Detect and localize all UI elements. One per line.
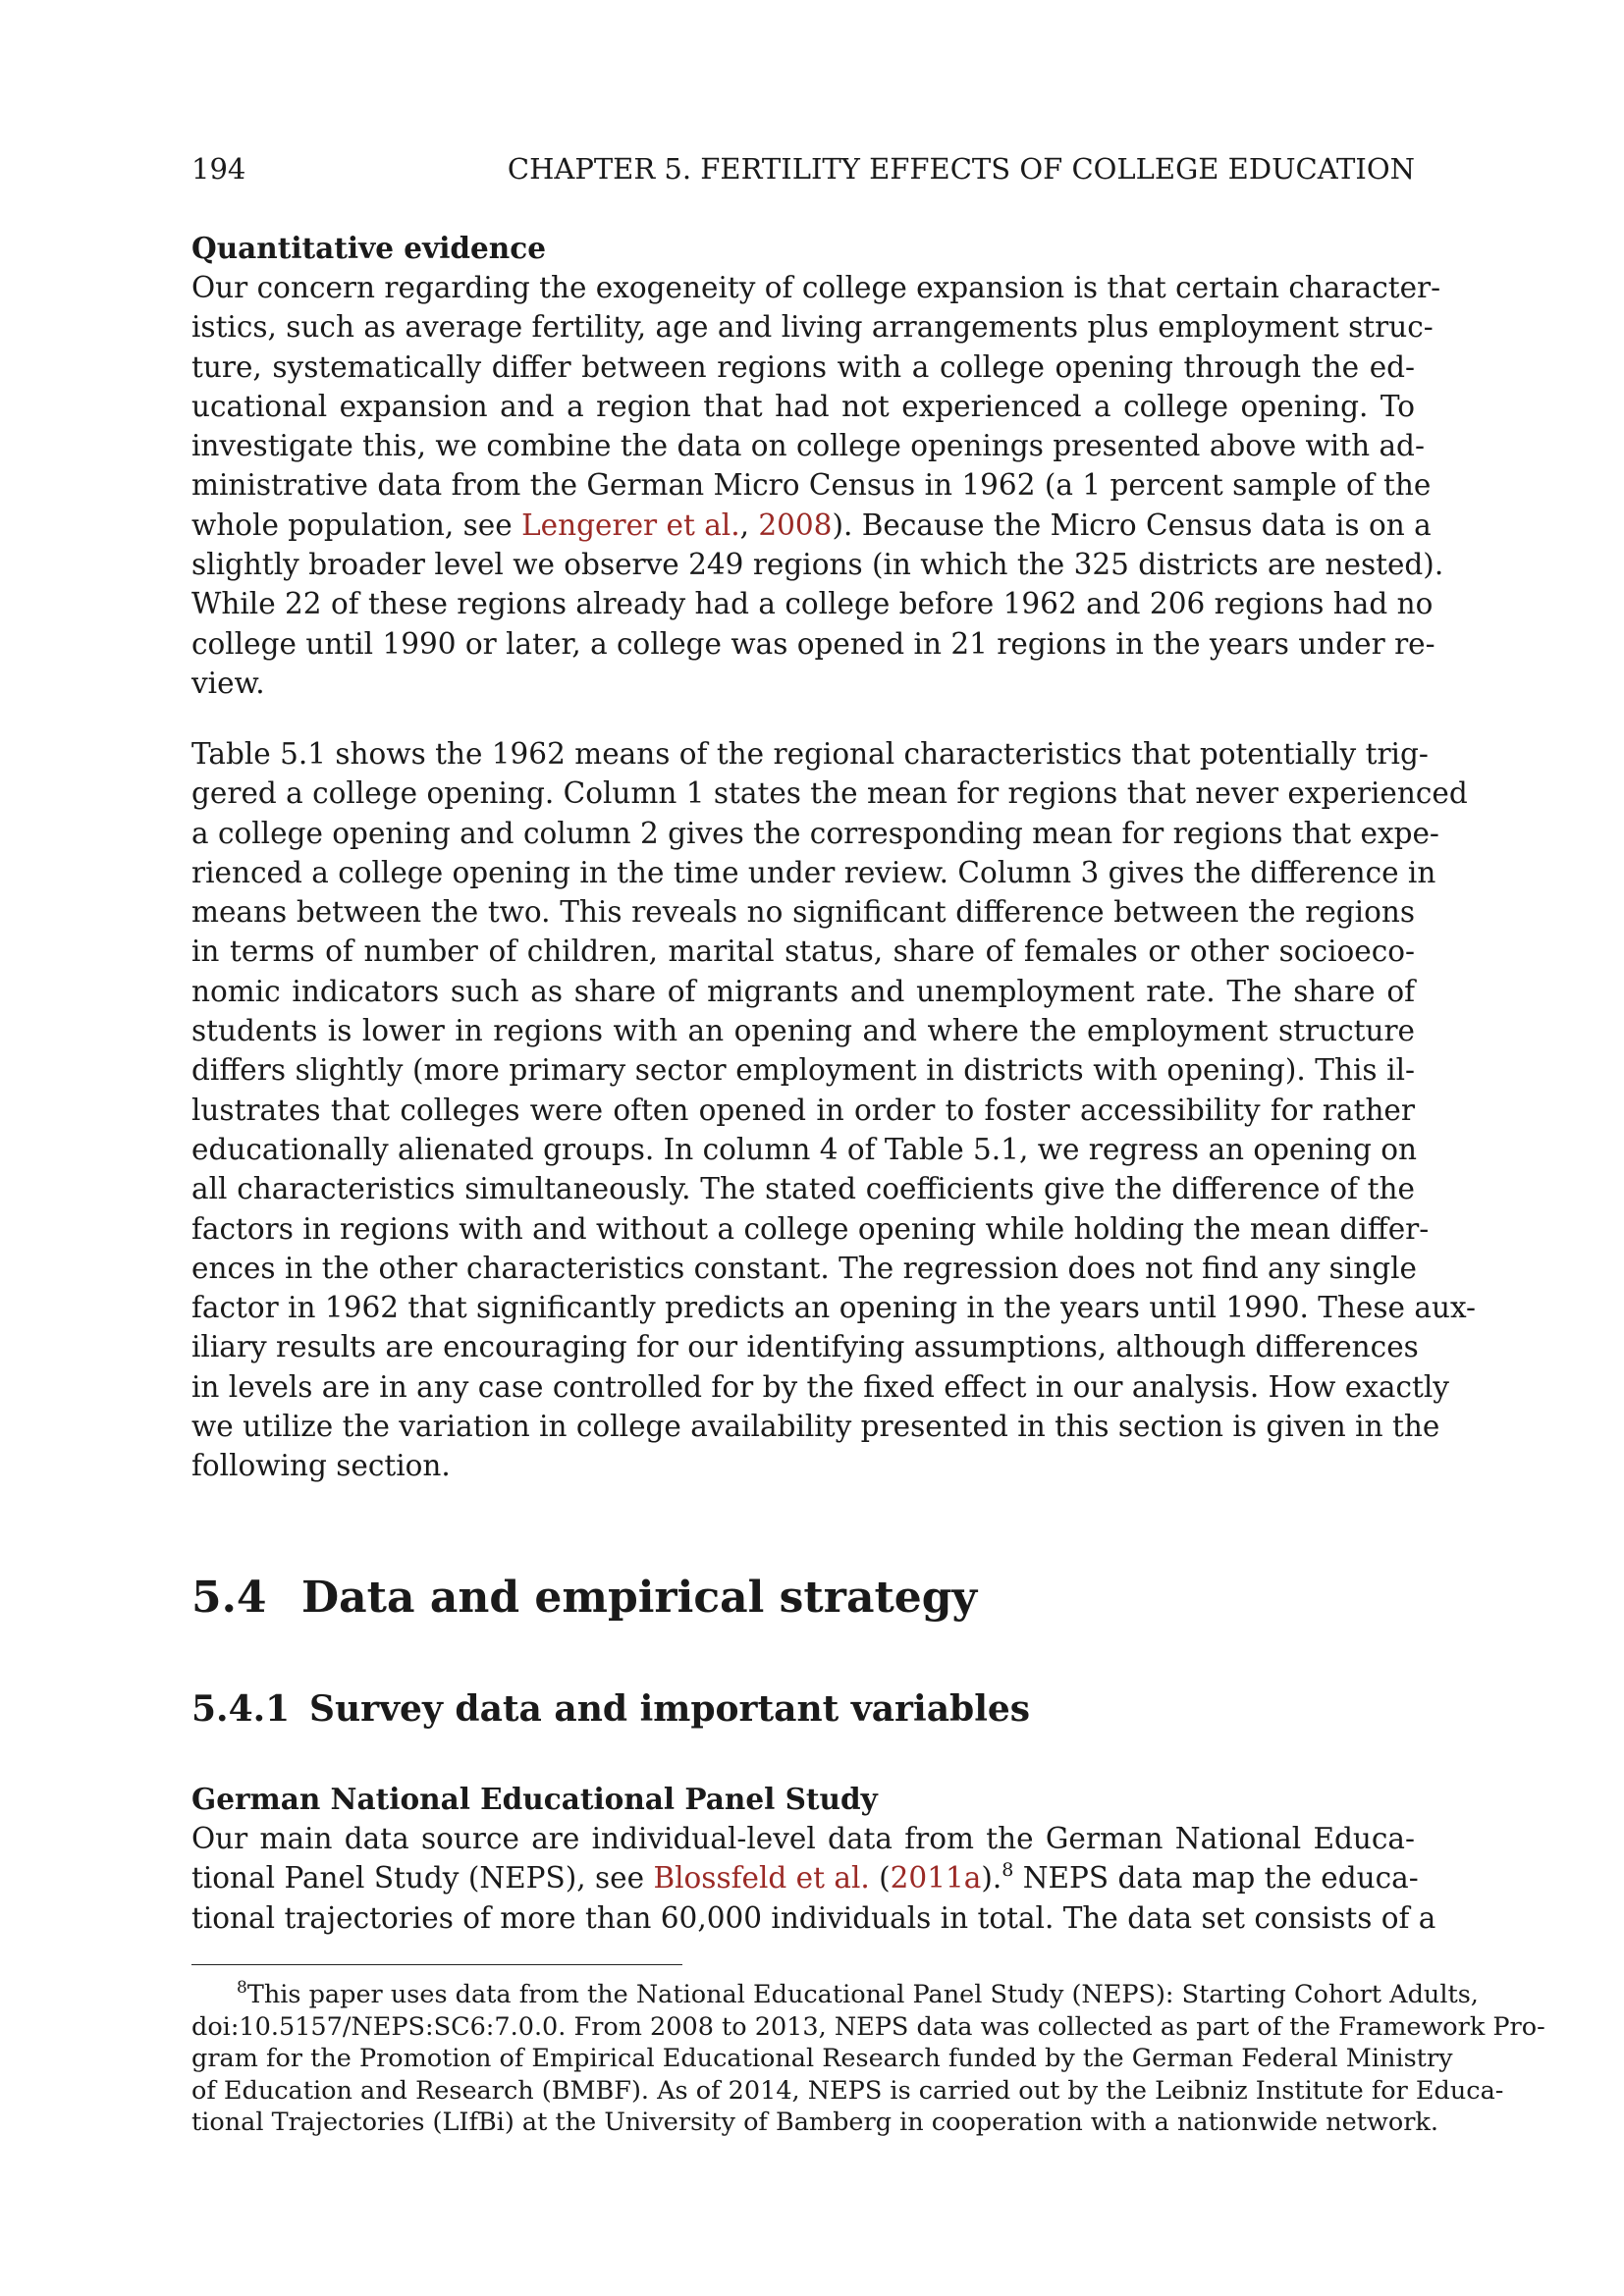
citation-link-blossfeld[interactable]: Blossfeld et al.: [653, 1861, 870, 1896]
footnote-divider: [191, 1964, 682, 1965]
text-line: tional trajectories of more than 60,000 individuals in total. The data set consists of a: [191, 1900, 1436, 1935]
running-head: [191, 149, 1415, 188]
text-line: students is lower in regions with an opening and where the employment structure: [191, 1014, 1415, 1048]
subsection-heading-5-4-1: [191, 1685, 1415, 1733]
text-line: lustrates that colleges were often opened in order to foster accessibility for rather: [191, 1093, 1415, 1127]
text-line: educationally alienated groups. In column 4 of Table 5.1, we regress an opening on: [191, 1132, 1417, 1166]
text-fragment: ).: [981, 1861, 1002, 1896]
page-number: 194: [191, 152, 246, 186]
footnote-number: 8: [237, 1978, 247, 1998]
footnote-8: [191, 1978, 1545, 2139]
text-line: gered a college opening. Column 1 states the mean for regions that never experienced: [191, 776, 1468, 811]
text-fragment: This paper uses data from the National Educational Panel Study (NEPS): Starting Cohort Adults,: [246, 1980, 1479, 2009]
chapter-title: CHAPTER 5. FERTILITY EFFECTS OF COLLEGE EDUCATION: [507, 152, 1415, 186]
citation-link-2008[interactable]: 2008: [758, 507, 833, 542]
text-line: iliary results are encouraging for our identifying assumptions, although differences: [191, 1330, 1419, 1364]
text-line: istics, such as average fertility, age and living arrangements plus employment struc-: [191, 310, 1434, 345]
text-line: differs slightly (more primary sector employment in districts with opening). This il-: [191, 1053, 1415, 1088]
paragraph-1: [191, 268, 1444, 703]
footnote-line: gram for the Promotion of Empirical Educational Research funded by the German Federal Ministry: [191, 2044, 1453, 2073]
paragraph-heading: German National Educational Panel Study: [191, 1782, 878, 1816]
text-fragment: tional Panel Study (NEPS), see: [191, 1861, 654, 1896]
text-line: ucational expansion and a region that had not experienced a college opening. To: [191, 389, 1415, 423]
section-neps: [191, 1780, 1436, 1938]
text-line: we utilize the variation in college availability presented in this section is given in the: [191, 1410, 1440, 1444]
section-number: 5.4: [191, 1573, 267, 1623]
citation-link-lengerer[interactable]: Lengerer et al.: [521, 507, 740, 542]
text-line: view.: [191, 666, 265, 700]
text-line: factors in regions with and without a college opening while holding the mean differ-: [191, 1211, 1430, 1246]
text-line: ministrative data from the German Micro Census in 1962 (a 1 percent sample of the: [191, 468, 1432, 503]
text-line: While 22 of these regions already had a college before 1962 and 206 regions had no: [191, 587, 1434, 621]
text-fragment: NEPS data map the educa-: [1013, 1861, 1419, 1896]
text-fragment: ). Because the Micro Census data is on a: [832, 507, 1432, 542]
footnote-line: of Education and Research (BMBF). As of 2014, NEPS is carried out by the Leibniz Institute for Educa-: [191, 2075, 1504, 2106]
text-line: Our concern regarding the exogeneity of college expansion is that certain character-: [191, 271, 1441, 304]
text-fragment: ,: [739, 507, 759, 542]
footnote-line: [191, 1978, 1479, 2011]
section-heading-5-4: [191, 1571, 1415, 1626]
citation-link-2011a[interactable]: 2011a: [890, 1861, 982, 1896]
text-line: following section.: [191, 1449, 451, 1483]
footnote-line: doi:10.5157/NEPS:SC6:7.0.0. From 2008 to 2013, NEPS data was collected as part of the Framework Pro-: [191, 2011, 1545, 2042]
text-line: in levels are in any case controlled for by the fixed effect in our analysis. How exactly: [191, 1369, 1449, 1404]
section-title: Data and empirical strategy: [301, 1573, 978, 1623]
paragraph-heading: Quantitative evidence: [191, 231, 546, 265]
section-quantitative-evidence: [191, 229, 1444, 703]
text-fragment: (: [869, 1861, 891, 1896]
text-line: Table 5.1 shows the 1962 means of the regional characteristics that potentially trig-: [191, 737, 1429, 771]
subsection-title: Survey data and important variables: [309, 1688, 1031, 1730]
text-line: investigate this, we combine the data on college openings presented above with ad-: [191, 429, 1425, 463]
text-line: means between the two. This reveals no significant difference between the regions: [191, 895, 1415, 930]
text-line: a college opening and column 2 gives the corresponding mean for regions that expe-: [191, 816, 1439, 850]
text-line: [191, 1858, 1419, 1897]
text-line: factor in 1962 that significantly predicts an opening in the years until 1990. These aux-: [191, 1291, 1477, 1325]
text-line: slightly broader level we observe 249 regions (in which the 325 districts are nested).: [191, 548, 1444, 582]
footnote-line: tional Trajectories (LIfBi) at the University of Bamberg in cooperation with a nationwide network.: [191, 2108, 1438, 2137]
text-line: nomic indicators such as share of migrants and unemployment rate. The share of: [191, 974, 1415, 1008]
text-line: [191, 506, 1432, 545]
text-line: college until 1990 or later, a college was opened in 21 regions in the years under re-: [191, 626, 1435, 661]
subsection-number: 5.4.1: [191, 1688, 291, 1730]
text-fragment: whole population, see: [191, 507, 522, 542]
footnote-marker[interactable]: 8: [1001, 1859, 1014, 1882]
text-line: in terms of number of children, marital status, share of females or other socioeco-: [191, 934, 1415, 969]
text-line: all characteristics simultaneously. The stated coefficients give the difference of the: [191, 1172, 1415, 1206]
text-line: rienced a college opening in the time under review. Column 3 gives the difference in: [191, 855, 1436, 889]
text-line: ences in the other characteristics constant. The regression does not find any single: [191, 1251, 1418, 1285]
paragraph-2: [191, 734, 1477, 1486]
text-line: ture, systematically differ between regions with a college opening through the ed-: [191, 349, 1415, 384]
text-line: Our main data source are individual-level data from the German National Educa-: [191, 1822, 1415, 1855]
